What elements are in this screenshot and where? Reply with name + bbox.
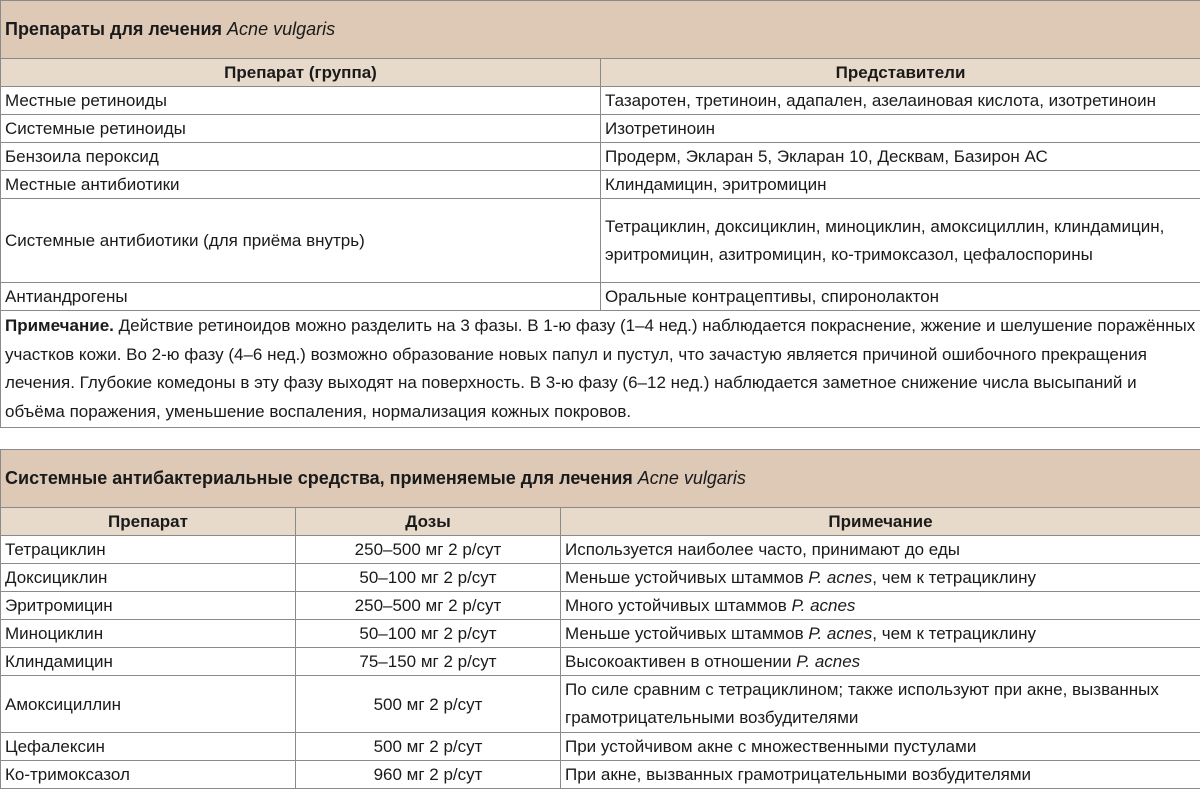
table-row <box>1 648 1200 676</box>
group-cell: Системные ретиноиды <box>1 115 601 143</box>
table-row <box>1 536 1200 564</box>
dose-cell: 500 мг 2 р/сут <box>296 676 561 733</box>
drug-cell: Миноциклин <box>1 620 296 648</box>
drugs-cell: Клиндамицин, эритромицин <box>601 171 1200 199</box>
drug-cell: Доксициклин <box>1 564 296 592</box>
table-row <box>1 171 1200 199</box>
table1-note <box>1 311 1200 428</box>
dose-cell: 960 мг 2 р/сут <box>296 761 561 789</box>
group-cell: Системные антибиотики (для приёма внутрь) <box>1 199 601 283</box>
note-text: Действие ретиноидов можно разделить на 3 фазы. В 1-ю фазу (1–4 нед.) наблюдается покраснение, жжение и шелушение поражённых участков кожи. Во 2-ю фазу (4–6 нед.) возможно образование новых папул и пустул, что зачастую является причиной ошибочного прекращения лечения. Глубокие комедоны в эту фазу выходят на поверхность. В 3-ю фазу (6–12 нед.) наблюдается заметное снижение числа высыпаний и объёма поражения, уменьшение воспаления, нормализация кожных покровов. <box>5 316 1196 421</box>
group-cell: Местные антибиотики <box>1 171 601 199</box>
group-cell: Местные ретиноиды <box>1 87 601 115</box>
table-row <box>1 87 1200 115</box>
drug-cell: Тетрациклин <box>1 536 296 564</box>
table-row <box>1 143 1200 171</box>
dose-cell: 75–150 мг 2 р/сут <box>296 648 561 676</box>
note-cell: Используется наиболее часто, принимают до еды <box>561 536 1200 564</box>
antibacterial-drugs-table <box>0 449 1200 789</box>
table-row <box>1 311 1200 428</box>
note-label: Примечание. <box>5 316 114 335</box>
table1-title: Препараты для лечения Acne vulgaris <box>1 1 1200 59</box>
drug-cell: Цефалексин <box>1 733 296 761</box>
dose-cell: 500 мг 2 р/сут <box>296 733 561 761</box>
table-row <box>1 620 1200 648</box>
table-row <box>1 676 1200 733</box>
dose-cell: 250–500 мг 2 р/сут <box>296 592 561 620</box>
drug-cell: Ко-тримоксазол <box>1 761 296 789</box>
note-cell: При устойчивом акне с множественными пустулами <box>561 733 1200 761</box>
table-row <box>1 564 1200 592</box>
group-cell: Антиандрогены <box>1 283 601 311</box>
drugs-cell: Тетрациклин, доксициклин, миноциклин, амоксициллин, клиндамицин, эритромицин, азитромицин, ко-тримоксазол, цефалоспорины <box>601 199 1200 283</box>
drugs-cell: Тазаротен, третиноин, адапален, азелаиновая кислота, изотретиноин <box>601 87 1200 115</box>
table2-header-dose: Дозы <box>296 508 561 536</box>
note-cell: При акне, вызванных грамотрицательными возбудителями <box>561 761 1200 789</box>
drugs-cell: Оральные контрацептивы, спиронолактон <box>601 283 1200 311</box>
table-row <box>1 283 1200 311</box>
note-cell: Меньше устойчивых штаммов P. acnes, чем к тетрациклину <box>561 620 1200 648</box>
table1-header-group: Препарат (группа) <box>1 59 601 87</box>
dose-cell: 50–100 мг 2 р/сут <box>296 564 561 592</box>
drug-cell: Амоксициллин <box>1 676 296 733</box>
note-cell: По силе сравним с тетрациклином; также используют при акне, вызванных грамотрицательными возбудителями <box>561 676 1200 733</box>
group-cell: Бензоила пероксид <box>1 143 601 171</box>
drugs-cell: Изотретиноин <box>601 115 1200 143</box>
table-row <box>1 592 1200 620</box>
note-cell: Много устойчивых штаммов P. acnes <box>561 592 1200 620</box>
drugs-cell: Продерм, Экларан 5, Экларан 10, Десквам, Базирон АС <box>601 143 1200 171</box>
drug-cell: Клиндамицин <box>1 648 296 676</box>
dose-cell: 250–500 мг 2 р/сут <box>296 536 561 564</box>
note-cell: Меньше устойчивых штаммов P. acnes, чем к тетрациклину <box>561 564 1200 592</box>
note-cell: Высокоактивен в отношении P. acnes <box>561 648 1200 676</box>
table-row <box>1 733 1200 761</box>
table2-header-note: Примечание <box>561 508 1200 536</box>
table-row <box>1 199 1200 283</box>
table-row <box>1 115 1200 143</box>
table2-header-drug: Препарат <box>1 508 296 536</box>
table1-header-representatives: Представители <box>601 59 1200 87</box>
drug-cell: Эритромицин <box>1 592 296 620</box>
table-row <box>1 761 1200 789</box>
dose-cell: 50–100 мг 2 р/сут <box>296 620 561 648</box>
table2-title: Системные антибактериальные средства, применяемые для лечения Acne vulgaris <box>1 450 1200 508</box>
